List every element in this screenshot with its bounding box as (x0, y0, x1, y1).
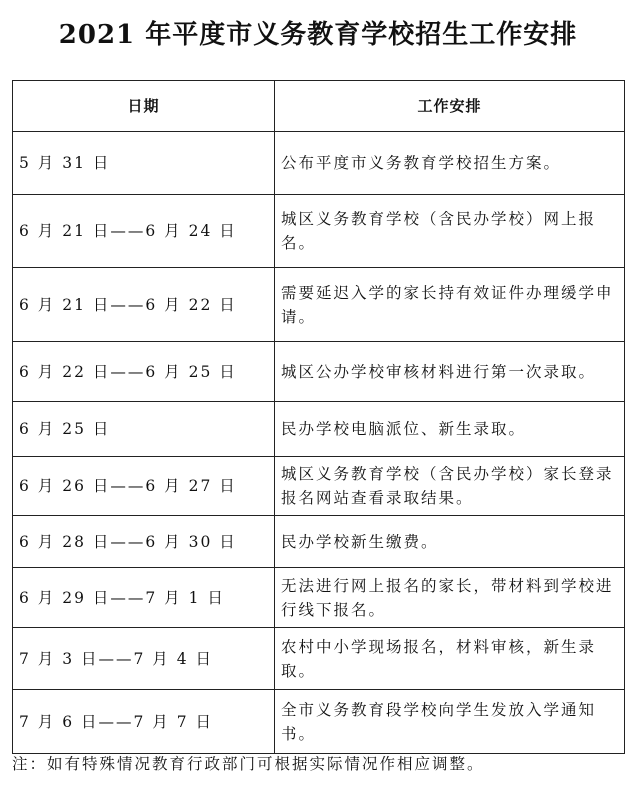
table-header-row (13, 81, 625, 132)
row-date: 6 月 21 日——6 月 22 日 (13, 268, 275, 342)
row-task: 需要延迟入学的家长持有效证件办理缓学申请。 (275, 268, 625, 342)
row-task: 全市义务教育段学校向学生发放入学通知书。 (275, 690, 625, 754)
row-task: 民办学校新生缴费。 (275, 516, 625, 568)
table-row (13, 457, 625, 516)
row-task: 公布平度市义务教育学校招生方案。 (275, 132, 625, 195)
row-task: 城区公办学校审核材料进行第一次录取。 (275, 342, 625, 402)
table-row (13, 568, 625, 628)
table-row (13, 516, 625, 568)
table-row (13, 342, 625, 402)
table-row (13, 195, 625, 268)
row-date: 6 月 26 日——6 月 27 日 (13, 457, 275, 516)
row-date: 7 月 6 日——7 月 7 日 (13, 690, 275, 754)
row-task: 民办学校电脑派位、新生录取。 (275, 402, 625, 457)
row-date: 6 月 25 日 (13, 402, 275, 457)
row-task: 城区义务教育学校（含民办学校）家长登录报名网站查看录取结果。 (275, 457, 625, 516)
row-date: 6 月 21 日——6 月 24 日 (13, 195, 275, 268)
table-row (13, 268, 625, 342)
row-date: 5 月 31 日 (13, 132, 275, 195)
row-date: 7 月 3 日——7 月 4 日 (13, 628, 275, 690)
row-date: 6 月 22 日——6 月 25 日 (13, 342, 275, 402)
footnote: 注：如有特殊情况教育行政部门可根据实际情况作相应调整。 (12, 755, 485, 773)
column-header-task: 工作安排 (275, 81, 625, 132)
page-title: 2021 年平度市义务教育学校招生工作安排 (58, 20, 578, 50)
row-task: 无法进行网上报名的家长，带材料到学校进行线下报名。 (275, 568, 625, 628)
table-row (13, 628, 625, 690)
row-date: 6 月 28 日——6 月 30 日 (13, 516, 275, 568)
table-row (13, 690, 625, 754)
schedule-table (12, 80, 625, 754)
row-task: 农村中小学现场报名，材料审核，新生录取。 (275, 628, 625, 690)
table-row (13, 132, 625, 195)
table-row (13, 402, 625, 457)
row-task: 城区义务教育学校（含民办学校）网上报名。 (275, 195, 625, 268)
column-header-date: 日期 (13, 81, 275, 132)
row-date: 6 月 29 日——7 月 1 日 (13, 568, 275, 628)
